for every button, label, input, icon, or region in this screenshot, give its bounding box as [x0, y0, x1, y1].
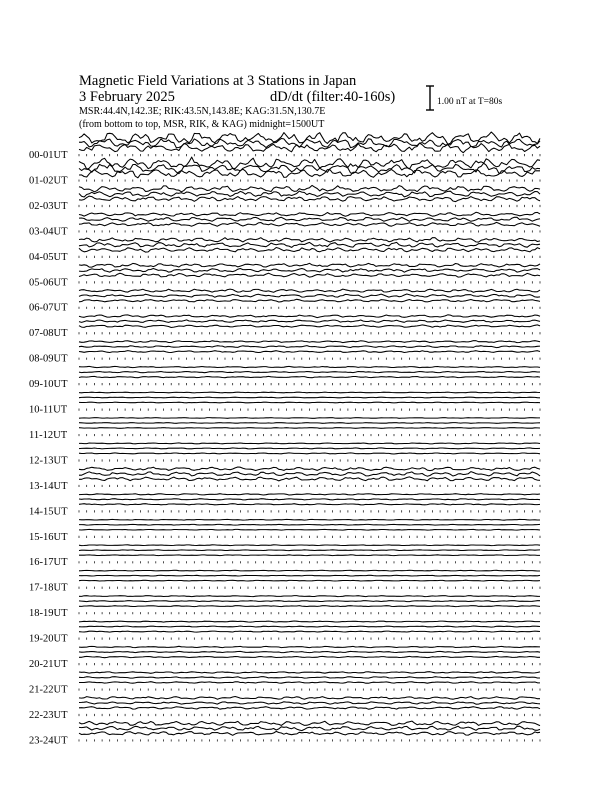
trace-rik	[79, 217, 540, 221]
row-label: 05-06UT	[29, 277, 68, 289]
row-label: 16-17UT	[29, 557, 68, 569]
trace-msr	[79, 402, 540, 403]
chart-date: 3 February 2025	[79, 89, 175, 105]
hour-row	[29, 418, 540, 441]
row-label: 22-23UT	[29, 709, 68, 721]
time-ticks	[79, 612, 540, 614]
time-ticks	[79, 434, 540, 436]
row-label: 12-13UT	[29, 455, 68, 467]
row-label: 23-24UT	[29, 735, 68, 747]
row-label: 14-15UT	[29, 506, 68, 518]
trace-rik	[79, 626, 540, 627]
hour-row	[29, 263, 540, 288]
trace-kag	[79, 443, 540, 444]
trace-rik	[79, 677, 540, 679]
trace-rik	[79, 346, 540, 348]
time-ticks	[79, 154, 540, 156]
hour-row	[29, 570, 540, 593]
trace-kag	[79, 494, 540, 495]
station-coordinates: MSR:44.4N,142.3E; RIK:43.5N,143.8E; KAG:31.5N,130.7E	[79, 106, 326, 117]
time-ticks	[79, 485, 540, 487]
trace-rik	[79, 575, 540, 576]
trace-msr	[79, 196, 540, 202]
trace-rik	[79, 294, 540, 297]
time-ticks	[79, 383, 540, 385]
row-label: 04-05UT	[29, 251, 68, 263]
hour-row	[29, 672, 540, 696]
row-label: 13-14UT	[29, 480, 68, 492]
trace-msr	[79, 143, 540, 153]
hour-row	[29, 132, 540, 161]
trace-rik	[79, 423, 540, 424]
trace-kag	[79, 238, 540, 243]
hour-row	[29, 315, 540, 339]
trace-msr	[79, 529, 540, 530]
time-ticks	[79, 714, 540, 716]
trace-rik	[79, 372, 540, 373]
trace-msr	[79, 376, 540, 377]
row-label: 00-01UT	[29, 150, 68, 161]
time-ticks	[79, 587, 540, 589]
time-ticks	[79, 510, 540, 512]
hour-row	[29, 697, 540, 721]
hour-row	[29, 366, 540, 390]
chart-title: Magnetic Field Variations at 3 Stations in Japan	[79, 73, 357, 89]
trace-rik	[79, 702, 540, 704]
trace-kag	[79, 519, 540, 520]
hour-row	[29, 621, 540, 645]
time-ticks	[79, 459, 540, 461]
trace-msr	[79, 731, 540, 735]
trace-msr	[79, 504, 540, 505]
trace-rik	[79, 320, 540, 323]
trace-msr	[79, 248, 540, 253]
trace-msr	[79, 428, 540, 429]
row-label: 19-20UT	[29, 633, 68, 645]
row-label: 15-16UT	[29, 531, 68, 543]
trace-kag	[79, 212, 540, 216]
scale-bar	[426, 86, 434, 110]
trace-msr	[79, 273, 540, 277]
chart-quantity: dD/dt (filter:40-160s)	[270, 89, 396, 105]
trace-kag	[79, 185, 540, 191]
hour-row	[29, 494, 540, 518]
trace-rik	[79, 524, 540, 525]
trace-msr	[79, 606, 540, 607]
trace-rik	[79, 550, 540, 551]
trace-kag	[79, 263, 540, 267]
station-order-note: (from bottom to top, MSR, RIK, & KAG) midnight=1500UT	[79, 119, 325, 130]
hour-row	[29, 596, 540, 620]
trace-rik	[79, 242, 540, 247]
trace-kag	[79, 289, 540, 292]
hour-row	[29, 341, 540, 365]
trace-kag	[79, 418, 540, 419]
time-ticks	[79, 179, 540, 181]
row-label: 07-08UT	[29, 328, 68, 340]
time-ticks	[79, 409, 540, 411]
trace-rik	[79, 601, 540, 602]
trace-kag	[79, 341, 540, 343]
trace-rik	[79, 448, 540, 449]
trace-msr	[79, 351, 540, 353]
hour-row	[29, 185, 540, 212]
time-ticks	[79, 663, 540, 665]
trace-kag	[79, 570, 540, 571]
trace-msr	[79, 453, 540, 454]
trace-msr	[79, 707, 540, 710]
trace-kag	[79, 646, 540, 647]
row-label: 21-22UT	[29, 684, 68, 696]
trace-kag	[79, 315, 540, 318]
hour-row	[29, 212, 540, 237]
trace-rows	[29, 132, 540, 746]
trace-msr	[79, 477, 540, 481]
trace-kag	[79, 157, 540, 169]
row-label: 03-04UT	[29, 226, 68, 238]
row-label: 08-09UT	[29, 353, 68, 365]
time-ticks	[79, 256, 540, 258]
time-ticks	[79, 332, 540, 334]
time-ticks	[79, 307, 540, 309]
time-ticks	[79, 638, 540, 640]
trace-kag	[79, 721, 540, 726]
trace-rik	[79, 499, 540, 500]
hour-row	[29, 157, 540, 186]
time-ticks	[79, 358, 540, 360]
time-ticks	[79, 561, 540, 563]
trace-kag	[79, 672, 540, 674]
row-label: 18-19UT	[29, 608, 68, 620]
trace-msr	[79, 631, 540, 632]
row-label: 02-03UT	[29, 200, 68, 212]
hour-row	[29, 519, 540, 542]
trace-rik	[79, 269, 540, 273]
trace-msr	[79, 656, 540, 657]
trace-msr	[79, 325, 540, 328]
trace-msr	[79, 222, 540, 226]
trace-kag	[79, 697, 540, 700]
row-label: 11-12UT	[29, 429, 68, 441]
trace-msr	[79, 299, 540, 302]
row-label: 10-11UT	[29, 404, 68, 416]
trace-kag	[79, 545, 540, 546]
row-label: 06-07UT	[29, 302, 68, 314]
hour-row	[29, 392, 540, 415]
row-label: 09-10UT	[29, 379, 68, 391]
time-ticks	[79, 688, 540, 690]
hour-row	[29, 721, 540, 746]
trace-kag	[79, 392, 540, 393]
trace-kag	[79, 621, 540, 622]
hour-row	[29, 545, 540, 568]
hour-row	[29, 467, 540, 492]
time-ticks	[79, 205, 540, 207]
trace-rik	[79, 472, 540, 477]
trace-kag	[79, 596, 540, 597]
row-label: 17-18UT	[29, 582, 68, 594]
trace-msr	[79, 580, 540, 581]
trace-rik	[79, 397, 540, 398]
row-label: 20-21UT	[29, 659, 68, 670]
time-ticks	[79, 281, 540, 283]
trace-rik	[79, 726, 540, 730]
trace-kag	[79, 366, 540, 367]
hour-row	[29, 646, 540, 670]
time-ticks	[79, 536, 540, 538]
row-label: 01-02UT	[29, 175, 68, 187]
trace-msr	[79, 555, 540, 556]
trace-msr	[79, 682, 540, 684]
hour-row	[29, 443, 540, 467]
hour-row	[29, 238, 540, 263]
hour-row	[29, 289, 540, 314]
trace-kag	[79, 467, 540, 471]
trace-rik	[79, 651, 540, 652]
time-ticks	[79, 230, 540, 232]
scale-bar-label: 1.00 nT at T=80s	[437, 97, 503, 107]
time-ticks	[79, 739, 540, 741]
